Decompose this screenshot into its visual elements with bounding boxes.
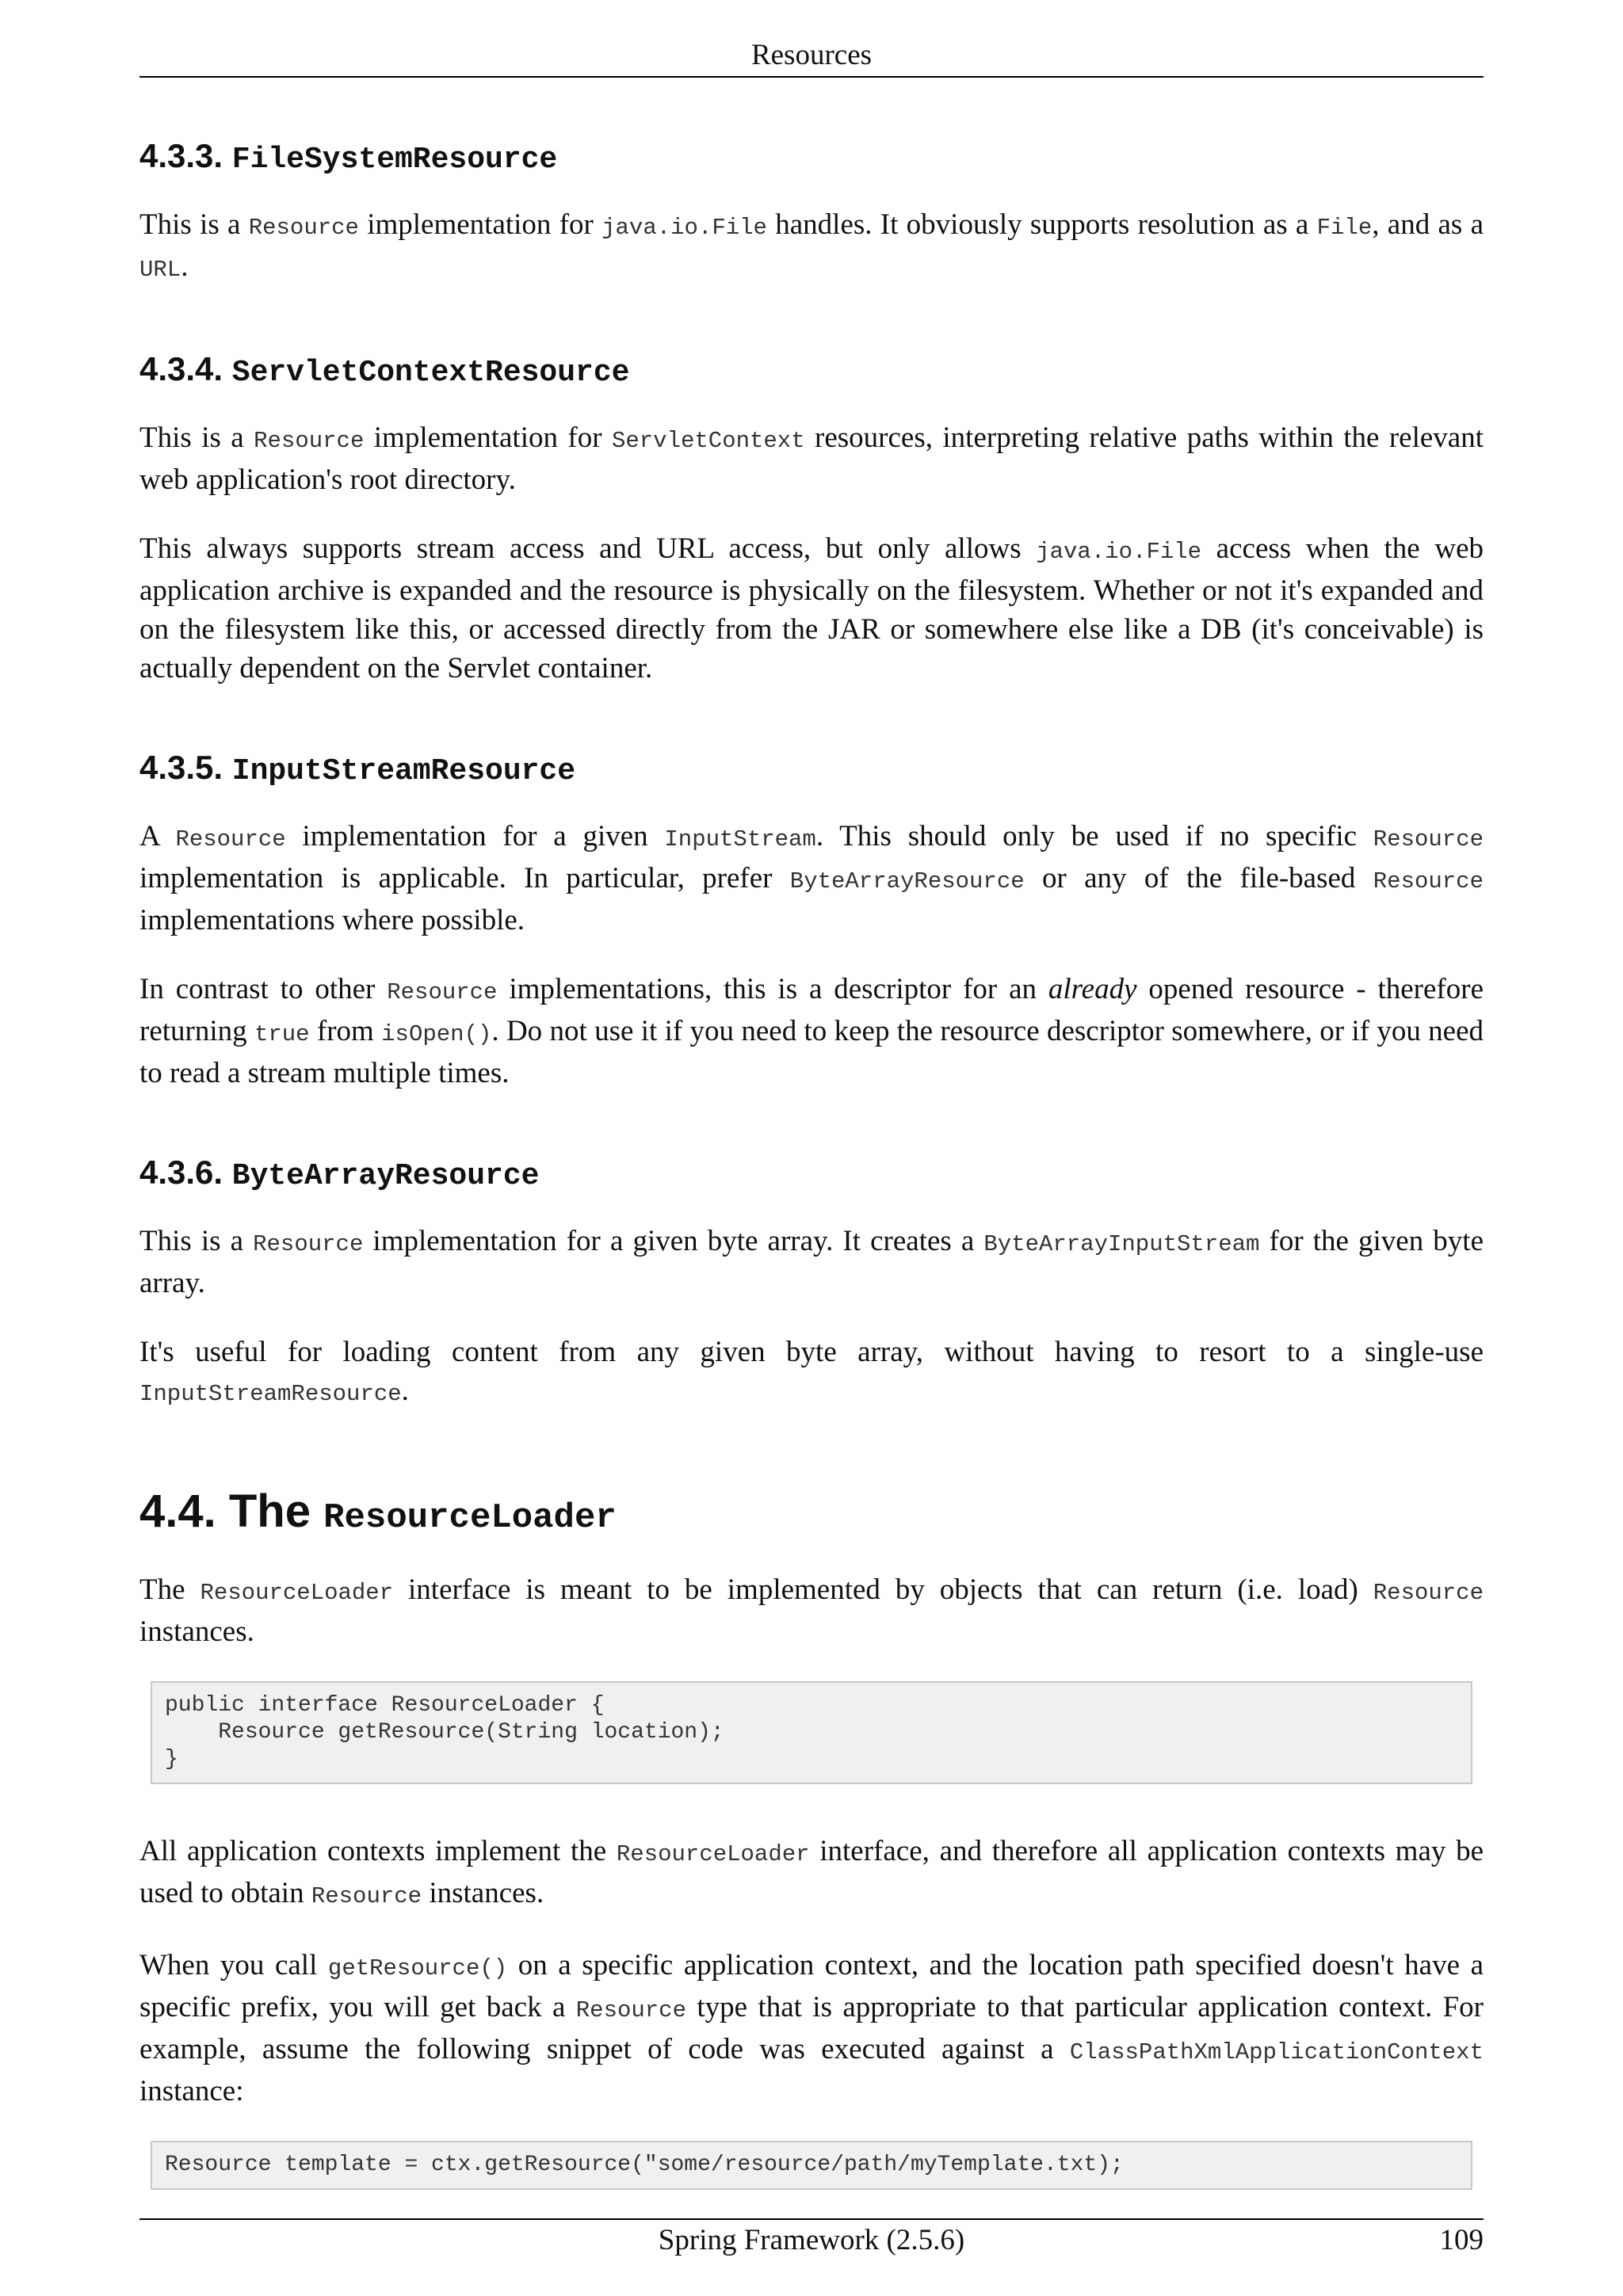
paragraph: All application contexts implement the ResourceLoader interface, and therefore all application contexts may be used to obtain Resource instances.	[139, 1835, 1484, 1909]
paragraph: This always supports stream access and URL access, but only allows java.io.File access when the web application archive is expanded and the resource is physically on the filesystem. Whether or not it's expanded and on the filesystem like this, or accessed directly from the JAR or somewhere else like a DB (it's conceivable) is actually dependent on the Servlet container.	[139, 532, 1484, 685]
paragraph: It's useful for loading content from any given byte array, without having to resort to a single-use InputStreamResource.	[139, 1336, 1484, 1407]
paragraph: The ResourceLoader interface is meant to be implemented by objects that can return (i.e. load) Resource instances.	[139, 1573, 1484, 1648]
paragraph: A Resource implementation for a given InputStream. This should only be used if no specific Resource implementation is applicable. In particular, prefer ByteArrayResource or any of the file-based Resource implementations where possible.	[139, 820, 1484, 936]
section-heading-4-3-3: 4.3.3. FileSystemResource	[139, 137, 558, 177]
section-heading-4-3-5: 4.3.5. InputStreamResource	[139, 749, 576, 788]
code-block: public interface ResourceLoader { Resource getResource(String location); }	[151, 1681, 1472, 1784]
footer-title: Spring Framework (2.5.6)	[658, 2224, 965, 2256]
paragraph: This is a Resource implementation for a given byte array. It creates a ByteArrayInputStream for the given byte array.	[139, 1225, 1484, 1299]
paragraph: This is a Resource implementation for java.io.File handles. It obviously supports resolution as a File, and as a URL.	[139, 208, 1484, 283]
code-block: Resource template = ctx.getResource("some/resource/path/myTemplate.txt);	[151, 2141, 1472, 2190]
paragraph: In contrast to other Resource implementations, this is a descriptor for an already opened resource - therefore returning true from isOpen(). Do not use it if you need to keep the resource descriptor somewhere, or if you need to read a stream multiple times.	[139, 973, 1484, 1089]
page-number: 109	[1439, 2224, 1484, 2256]
page-content	[139, 135, 1484, 2237]
running-header: Resources	[139, 36, 1484, 78]
section-heading-4-3-6: 4.3.6. ByteArrayResource	[139, 1154, 540, 1193]
running-footer	[139, 2218, 1484, 2260]
paragraph: This is a Resource implementation for ServletContext resources, interpreting relative paths within the relevant web application's root directory.	[139, 421, 1484, 496]
section-heading-4-4: 4.4. The ResourceLoader	[139, 1486, 617, 1538]
paragraph: When you call getResource() on a specific application context, and the location path specified doesn't have a specific prefix, you will get back a Resource type that is appropriate to that particular application context. For example, assume the following snippet of code was executed against a ClassPathXmlApplicationContext instance:	[139, 1949, 1484, 2107]
section-heading-4-3-4: 4.3.4. ServletContextResource	[139, 350, 630, 390]
